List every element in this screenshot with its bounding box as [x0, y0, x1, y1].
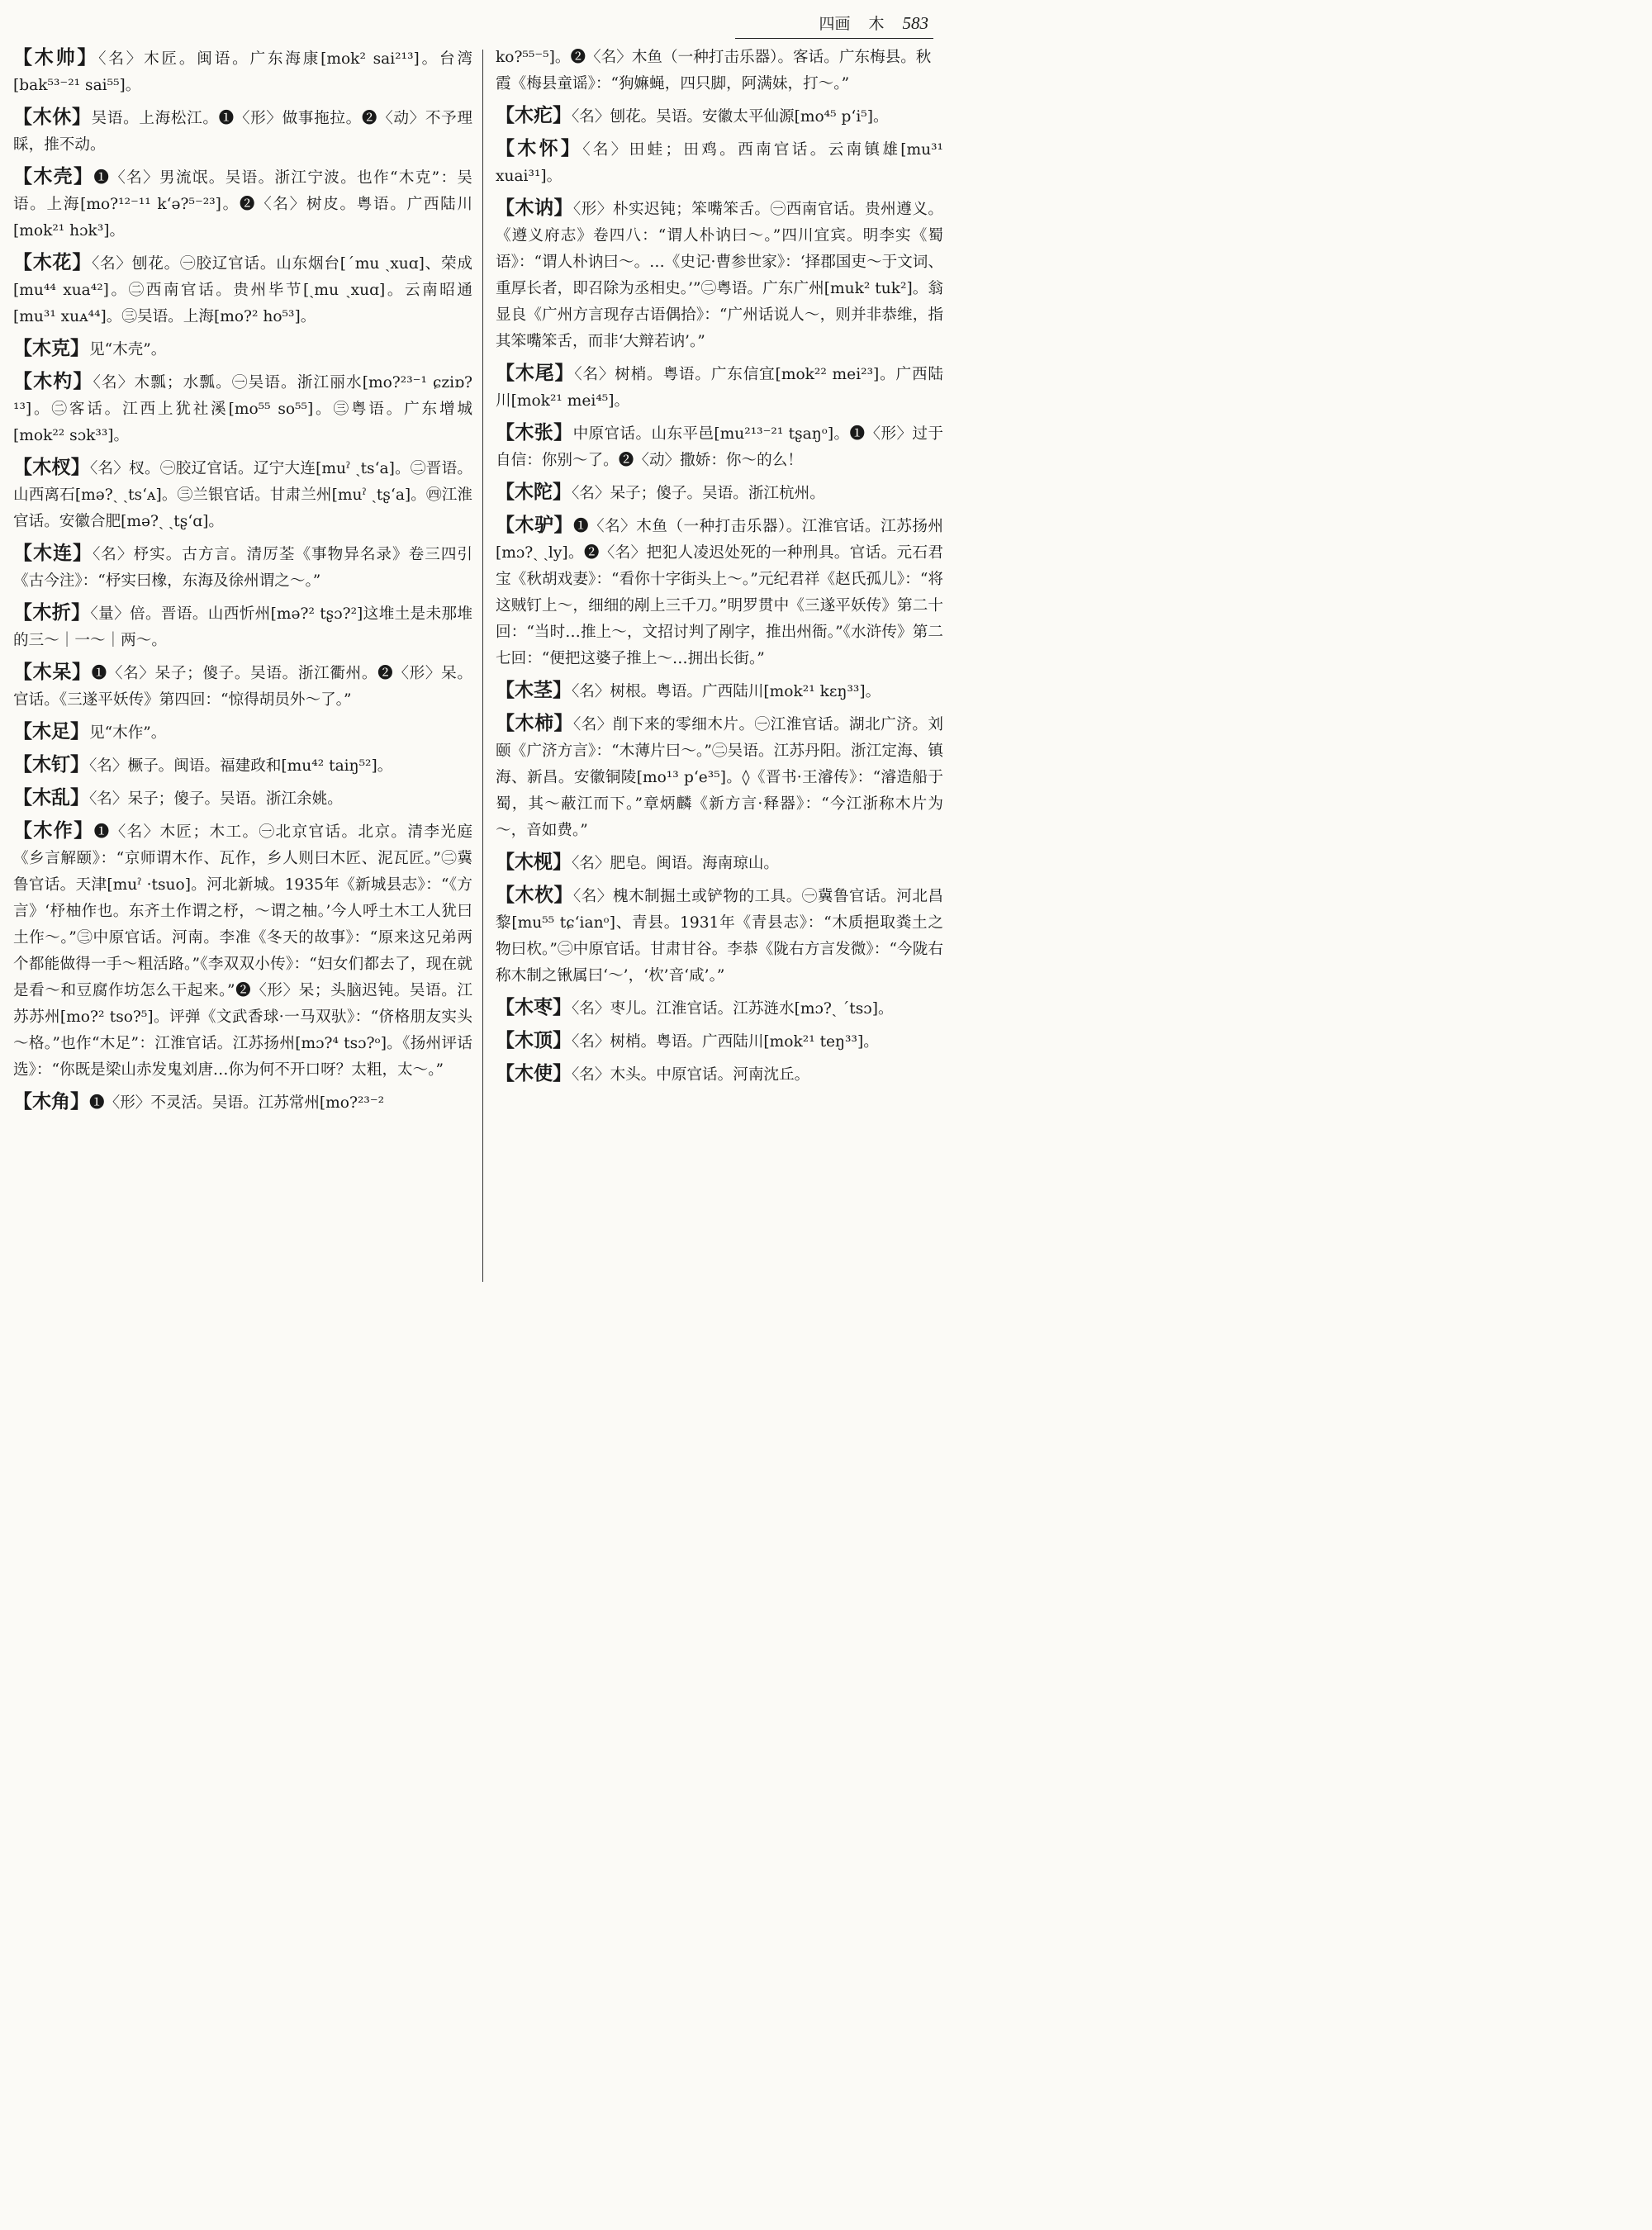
entry-definition: 〈名〉削下来的零细木片。㊀江淮官话。湖北广济。刘颐《广济方言》：“木薄片曰～。”㊁吴语。江苏丹阳。浙江定海、镇海、新昌。安徽铜陵[mo¹³ p‘e³⁵]。◊《晋书·王濬传》：“濬造船于蜀，其～蔽江而下。”章炳麟《新方言·释器》：“今江浙称木片为～，音如费。”: [496, 716, 943, 839]
entry-definition: 〈名〉刨花。㊀胶辽官话。山东烟台[ˊmu ˏxuɑ]、荣成[mu⁴⁴ xua⁴²]。㊁西南官话。贵州毕节[ˏmu ˏxuɑ]。云南昭通[mu³¹ xuᴀ⁴⁴]。㊂吴语。上海[mo?² ho⁵³]。: [13, 255, 472, 325]
entry-headword: 【木杴】: [496, 885, 573, 906]
dictionary-entry: [496, 849, 943, 877]
column-divider: [482, 50, 483, 1282]
entry-definition: 见“木作”。: [89, 724, 167, 742]
dictionary-entry: [496, 994, 943, 1022]
entry-definition: 〈名〉杼实。古方言。清厉荃《事物异名录》卷三四引《古今注》：“杼实曰橡，东海及徐州谓之～。”: [13, 546, 472, 590]
entry-headword: 【木花】: [13, 252, 93, 273]
entry-headword: 【木连】: [13, 543, 93, 564]
entry-definition: 吴语。上海松江。❶〈形〉做事拖拉。❷〈动〉不予理睬，推不动。: [13, 110, 472, 154]
dictionary-entry: [496, 479, 943, 507]
entry-headword: 【木枣】: [496, 997, 572, 1018]
entry-headword: 【木帅】: [13, 47, 99, 69]
entry-definition: 〈名〉树根。粤语。广西陆川[mok²¹ kɛŋ³³]。: [572, 683, 881, 700]
dictionary-entry: [496, 360, 943, 415]
page-number: 583: [902, 13, 928, 33]
entry-headword: 【木张】: [496, 422, 573, 444]
entry-definition: 〈形〉朴实迟钝；笨嘴笨舌。㊀西南官话。贵州遵义。《遵义府志》卷四八：“谓人朴讷曰～。”四川宜宾。明李实《蜀语》：“谓人朴讷曰～。…《史记·曹参世家》：‘择郡国吏～于文词、重厚长者，即召除为丞相史。’”㊁粤语。广东广州[muk² tuk²]。翁显良《广州方言现存古语偶拾》：“广州话说人～，则并非恭维，指其笨嘴笨舌，而非‘大辩若讷’。”: [496, 201, 943, 350]
entry-headword: 【木作】: [13, 820, 94, 842]
dictionary-entry: [496, 512, 943, 672]
dictionary-entry: [13, 719, 472, 747]
entry-definition: 〈名〉杈。㊀胶辽官话。辽宁大连[muˀ ˏts‘a]。㊁晋语。山西离石[mə?ˏ ˏts‘ᴀ]。㊂兰银官话。甘肃兰州[muˀ ˏtʂ‘a]。㊃江淮官话。安徽合肥[mə?ˏ ˏtʂ‘ɑ]。: [13, 460, 472, 530]
entry-definition: 〈名〉树梢。粤语。广西陆川[mok²¹ teŋ³³]。: [572, 1033, 879, 1051]
dictionary-entry: [13, 785, 472, 813]
dictionary-entry: [496, 420, 943, 474]
dictionary-entry: [13, 752, 472, 780]
entry-definition: ❶〈名〉木匠；木工。㊀北京官话。北京。清李光庭《乡言解颐》：“京师谓木作、瓦作，乡人则曰木匠、泥瓦匠。”㊁冀鲁官话。天津[muˀ ·tsuo]。河北新城。1935年《新城县志》：“《方言》‘杼柚作也。东齐土作谓之杼，～谓之柚。’今人呼土木工人犹曰土作～。”㊂中原官话。河南。李准《冬天的故事》：“原来这兄弟两个都能做得一手～粗活路。”《李双双小传》：“妇女们都去了，现在就是看～和豆腐作坊怎么干起来。”❷〈形〉呆；头脑迟钝。吴语。江苏苏州[mo?² tso?⁵]。评弹《文武香球·一马双驮》：“侪格朋友实头～格。”也作“木足”：江淮官话。江苏扬州[mɔ?⁴ tsɔ?ᵒ]。《扬州评话选》：“你既是梁山赤发鬼刘唐…你为何不开口呀？太粗，太～。”: [13, 823, 472, 1079]
dictionary-entry: [13, 45, 472, 99]
entry-headword: 【木钉】: [13, 754, 89, 776]
dictionary-entry: [13, 454, 472, 535]
dictionary-entry: [496, 882, 943, 989]
dictionary-entry: [496, 102, 943, 130]
entry-headword: 【木角】: [13, 1091, 89, 1113]
entry-headword: 【木休】: [13, 107, 92, 128]
dictionary-entry: [13, 104, 472, 159]
entry-definition: ❶〈名〉木鱼（一种打击乐器）。江淮官话。江苏扬州[mɔ?ˏ ˏly]。❷〈名〉把犯人凌迟处死的一种刑具。官话。元石君宝《秋胡戏妻》：“看你十字街头上～。”元纪君祥《赵氏孤儿》：“将这贼钉上～，细细的剐上三千刀。”明罗贯中《三遂平妖传》第二十回：“当时…推上～，文招讨判了剐字，推出州衙。”《水浒传》第二七回：“便把这婆子推上～…拥出长街。”: [496, 518, 943, 667]
entry-definition: 〈名〉橛子。闽语。福建政和[mu⁴² taiŋ⁵²]。: [89, 757, 393, 775]
entry-headword: 【木克】: [13, 338, 89, 359]
dictionary-entry: [13, 335, 472, 363]
dictionary-entry: [496, 135, 943, 190]
entry-definition: 见“木壳”。: [89, 341, 167, 358]
entry-definition: 〈名〉槐木制掘土或铲物的工具。㊀冀鲁官话。河北昌黎[mu⁵⁵ tɕ‘ianᵒ]、青县。1931年《青县志》：“木质挹取粪土之物曰杴。”㊁中原官话。甘肃甘谷。李恭《陇右方言发微》：“今陇右称木制之锹属曰‘～’，‘杴’音‘咸’。”: [496, 888, 943, 985]
dictionary-entry: [496, 1027, 943, 1056]
entry-headword: 【木陀】: [496, 482, 572, 503]
dictionary-entry: [13, 540, 472, 595]
entry-headword: 【木杓】: [13, 371, 93, 392]
section-label: 四画: [819, 15, 851, 33]
dictionary-entry: [13, 249, 472, 330]
running-header: [819, 12, 928, 34]
entry-headword: 【木尾】: [496, 363, 575, 384]
dictionary-entry: [13, 600, 472, 654]
dictionary-entry: [13, 164, 472, 244]
radical-label: 木: [868, 15, 885, 33]
dictionary-entry: [13, 1089, 472, 1117]
left-column: [13, 45, 472, 1287]
entry-headword: 【木怀】: [496, 138, 583, 159]
entry-headword: 【木讷】: [496, 197, 573, 219]
entry-definition: 〈名〉木瓢；水瓢。㊀吴语。浙江丽水[mo?²³⁻¹ ɕziɒ?¹³]。㊁客话。江西上犹社溪[mo⁵⁵ so⁵⁵]。㊂粤语。广东增城[mok²² sɔk³³]。: [13, 374, 472, 444]
entry-definition: 〈名〉肥皂。闽语。海南琼山。: [572, 855, 780, 872]
header-rule: [735, 38, 933, 39]
entry-headword: 【木顶】: [496, 1030, 572, 1051]
entry-headword: 【木折】: [13, 602, 91, 624]
entry-definition: ❶〈名〉男流氓。吴语。浙江宁波。也作“木克”：吴语。上海[mo?¹²⁻¹¹ k‘ə?⁵⁻²³]。❷〈名〉树皮。粤语。广西陆川[mok²¹ hɔk³]。: [13, 169, 472, 240]
entry-headword: 【木柿】: [496, 713, 573, 734]
entry-definition: 〈名〉呆子；傻子。吴语。浙江余姚。: [89, 790, 343, 808]
dictionary-entry: [496, 195, 943, 355]
entry-headword: 【木驴】: [496, 515, 573, 536]
entry-headword: 【木枧】: [496, 852, 572, 873]
entry-headword: 【木足】: [13, 721, 89, 743]
dictionary-entry: [13, 368, 472, 449]
dictionary-entry: [496, 710, 943, 844]
dictionary-entry: [496, 1060, 943, 1089]
entry-definition: 〈量〉倍。晋语。山西忻州[mə?² tʂɔ?²]这堆土是未那堆的三～｜一～｜两～。: [13, 605, 472, 649]
entry-headword: 【木壳】: [13, 166, 94, 187]
entry-headword: 【木茎】: [496, 680, 572, 701]
entry-definition: ❶〈名〉呆子；傻子。吴语。浙江衢州。❷〈形〉呆。官话。《三遂平妖传》第四回：“惊得胡员外～了。”: [13, 665, 472, 709]
entry-headword: 【木乱】: [13, 787, 89, 809]
entry-definition: ❶〈形〉不灵活。吴语。江苏常州[mo?²³⁻²: [89, 1094, 385, 1112]
dictionary-entry: [496, 677, 943, 705]
entry-definition: 〈名〉田蛙；田鸡。西南官话。云南镇雄[mu³¹ xuai³¹]。: [496, 141, 943, 185]
entry-definition: 中原官话。山东平邑[mu²¹³⁻²¹ tʂaŋᵒ]。❶〈形〉过于自信：你别～了。❷〈动〉撒娇：你～的么！: [496, 425, 943, 469]
right-column: [496, 45, 943, 1287]
entry-headword: 【木疕】: [496, 105, 572, 126]
continuation-text: ko?⁵⁵⁻⁵]。❷〈名〉木鱼（一种打击乐器）。客话。广东梅县。秋霞《梅县童谣》：“狗嫲蝇，四只脚，阿满妹，打～。”: [496, 49, 932, 93]
dictionary-entry: [13, 818, 472, 1084]
entry-headword: 【木杈】: [13, 457, 90, 478]
entry-definition: 〈名〉枣儿。江淮官话。江苏涟水[mɔ?ˏ ˊtsɔ]。: [572, 1000, 894, 1018]
entry-definition: 〈名〉呆子；傻子。吴语。浙江杭州。: [572, 485, 825, 502]
entry-definition: 〈名〉刨花。吴语。安徽太平仙源[mo⁴⁵ p‘i⁵]。: [572, 108, 889, 126]
entry-headword: 【木使】: [496, 1063, 572, 1084]
entry-definition: 〈名〉树梢。粤语。广东信宜[mok²² mei²³]。广西陆川[mok²¹ mei⁴⁵]。: [496, 366, 943, 410]
entry-definition: 〈名〉木头。中原官话。河南沈丘。: [572, 1066, 810, 1084]
dictionary-entry: [13, 659, 472, 714]
entry-definition: 〈名〉木匠。闽语。广东海康[mok² sai²¹³]。台湾[bak⁵³⁻²¹ sai⁵⁵]。: [13, 50, 472, 94]
entry-headword: 【木呆】: [13, 662, 92, 683]
